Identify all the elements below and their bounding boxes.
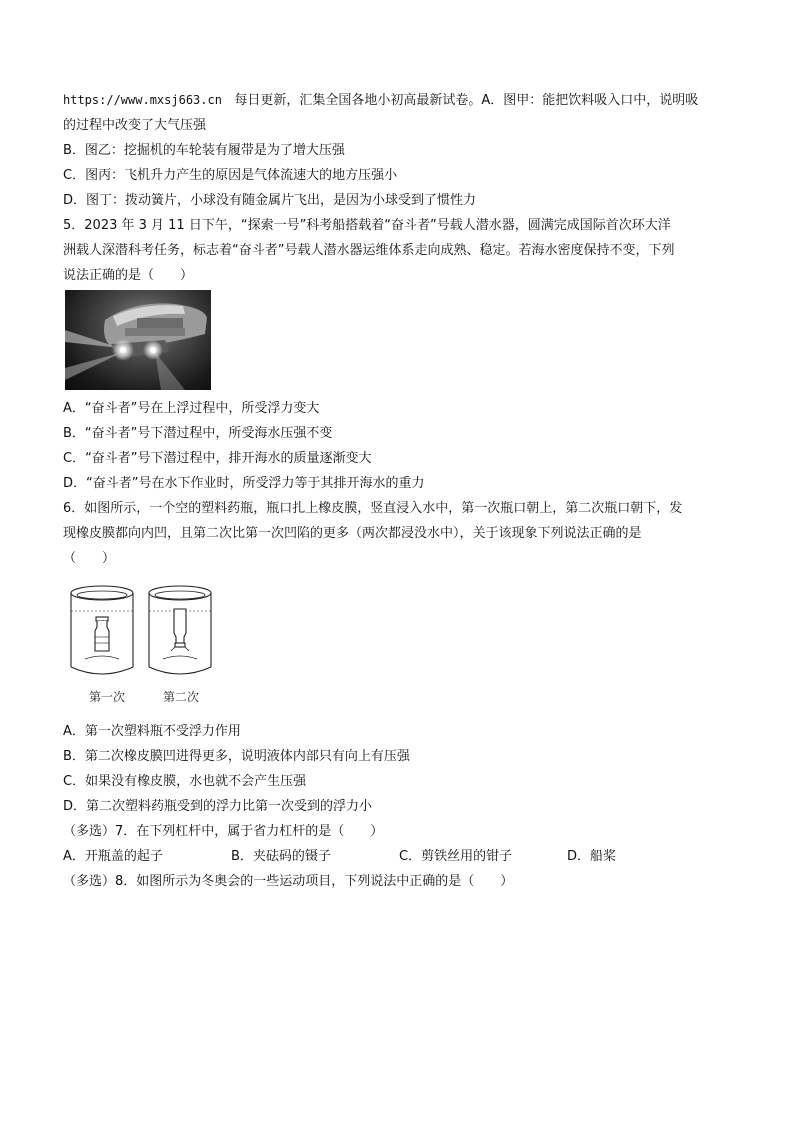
header-line [63, 88, 733, 113]
caption-second: 第二次 [163, 690, 200, 704]
q7-option-a: A．开瓶盖的起子 [63, 849, 163, 864]
submersible-illustration [65, 290, 211, 390]
q5-option-b: B．“奋斗者”号下潜过程中，所受海水压强不变 [63, 426, 333, 441]
q7-option-c: C．剪铁丝用的钳子 [399, 849, 513, 864]
update-notice: 每日更新，汇集全国各地小初高最新试卷。 [234, 93, 482, 108]
q7-options-row [63, 844, 733, 869]
q7-option-d: D．船桨 [567, 849, 617, 864]
q6-option-b: B．第二次橡皮膜凹进得更多，说明液体内部只有向上有压强 [63, 749, 410, 764]
q5-stem-line3: 说法正确的是（ ） [63, 268, 194, 283]
q4-option-c: C．图丙：飞机升力产生的原因是气体流速大的地方压强小 [63, 168, 398, 183]
q7-stem: （多选）7．在下列杠杆中，属于省力杠杆的是（ ） [63, 824, 384, 839]
q6-stem-line1: 6．如图所示，一个空的塑料药瓶，瓶口扎上橡皮膜，竖直浸入水中，第一次瓶口朝上，第二次瓶口朝下，发 [63, 501, 683, 516]
q4-option-b: B．图乙：挖掘机的车轮装有履带是为了增大压强 [63, 143, 345, 158]
q6-option-d: D．第二次塑料药瓶受到的浮力比第一次受到的浮力小 [63, 799, 373, 814]
q5-option-a: A．“奋斗者”号在上浮过程中，所受浮力变大 [63, 401, 320, 416]
q7-option-b: B．夹砝码的镊子 [231, 849, 331, 864]
q5-option-d: D．“奋斗者”号在水下作业时，所受浮力等于其排开海水的重力 [63, 476, 425, 491]
q4-option-a-part1: A．图甲：能把饮料吸入口中，说明吸 [481, 93, 699, 108]
q8-stem: （多选）8．如图所示为冬奥会的一些运动项目，下列说法中正确的是（ ） [63, 874, 514, 889]
q6-option-a: A．第一次塑料瓶不受浮力作用 [63, 724, 241, 739]
q6-option-c: C．如果没有橡皮膜，水也就不会产生压强 [63, 774, 307, 789]
q5-stem-line1: 5．2023 年 3 月 11 日下午，“探索一号”科考船搭载着“奋斗者”号载人潜水器，圆满完成国际首次环大洋 [63, 218, 671, 233]
bottle-beakers-diagram [65, 579, 215, 709]
bottle-experiment-figure [65, 579, 215, 713]
q6-stem-line2: 现橡皮膜都向内凹，且第二次比第一次凹陷的更多（两次都浸没水中），关于该现象下列说法正确的是 [63, 526, 642, 541]
submersible-photo [65, 290, 211, 390]
q5-option-c: C．“奋斗者”号下潜过程中，排开海水的质量逐渐变大 [63, 451, 372, 466]
q4-option-a-part2: 的过程中改变了大气压强 [63, 118, 207, 133]
q5-stem-line2: 洲载人深潜科考任务，标志着“奋斗者”号载人潜水器运维体系走向成熟、稳定。若海水密度保持不变，下列 [63, 243, 675, 258]
caption-first: 第一次 [89, 690, 126, 704]
exam-page [63, 88, 733, 894]
q4-option-d: D．图丁：拨动簧片，小球没有随金属片飞出，是因为小球受到了惯性力 [63, 193, 477, 208]
q6-stem-line3: （ ） [63, 551, 116, 566]
source-url[interactable]: https://www.mxsj663.cn [63, 93, 222, 107]
